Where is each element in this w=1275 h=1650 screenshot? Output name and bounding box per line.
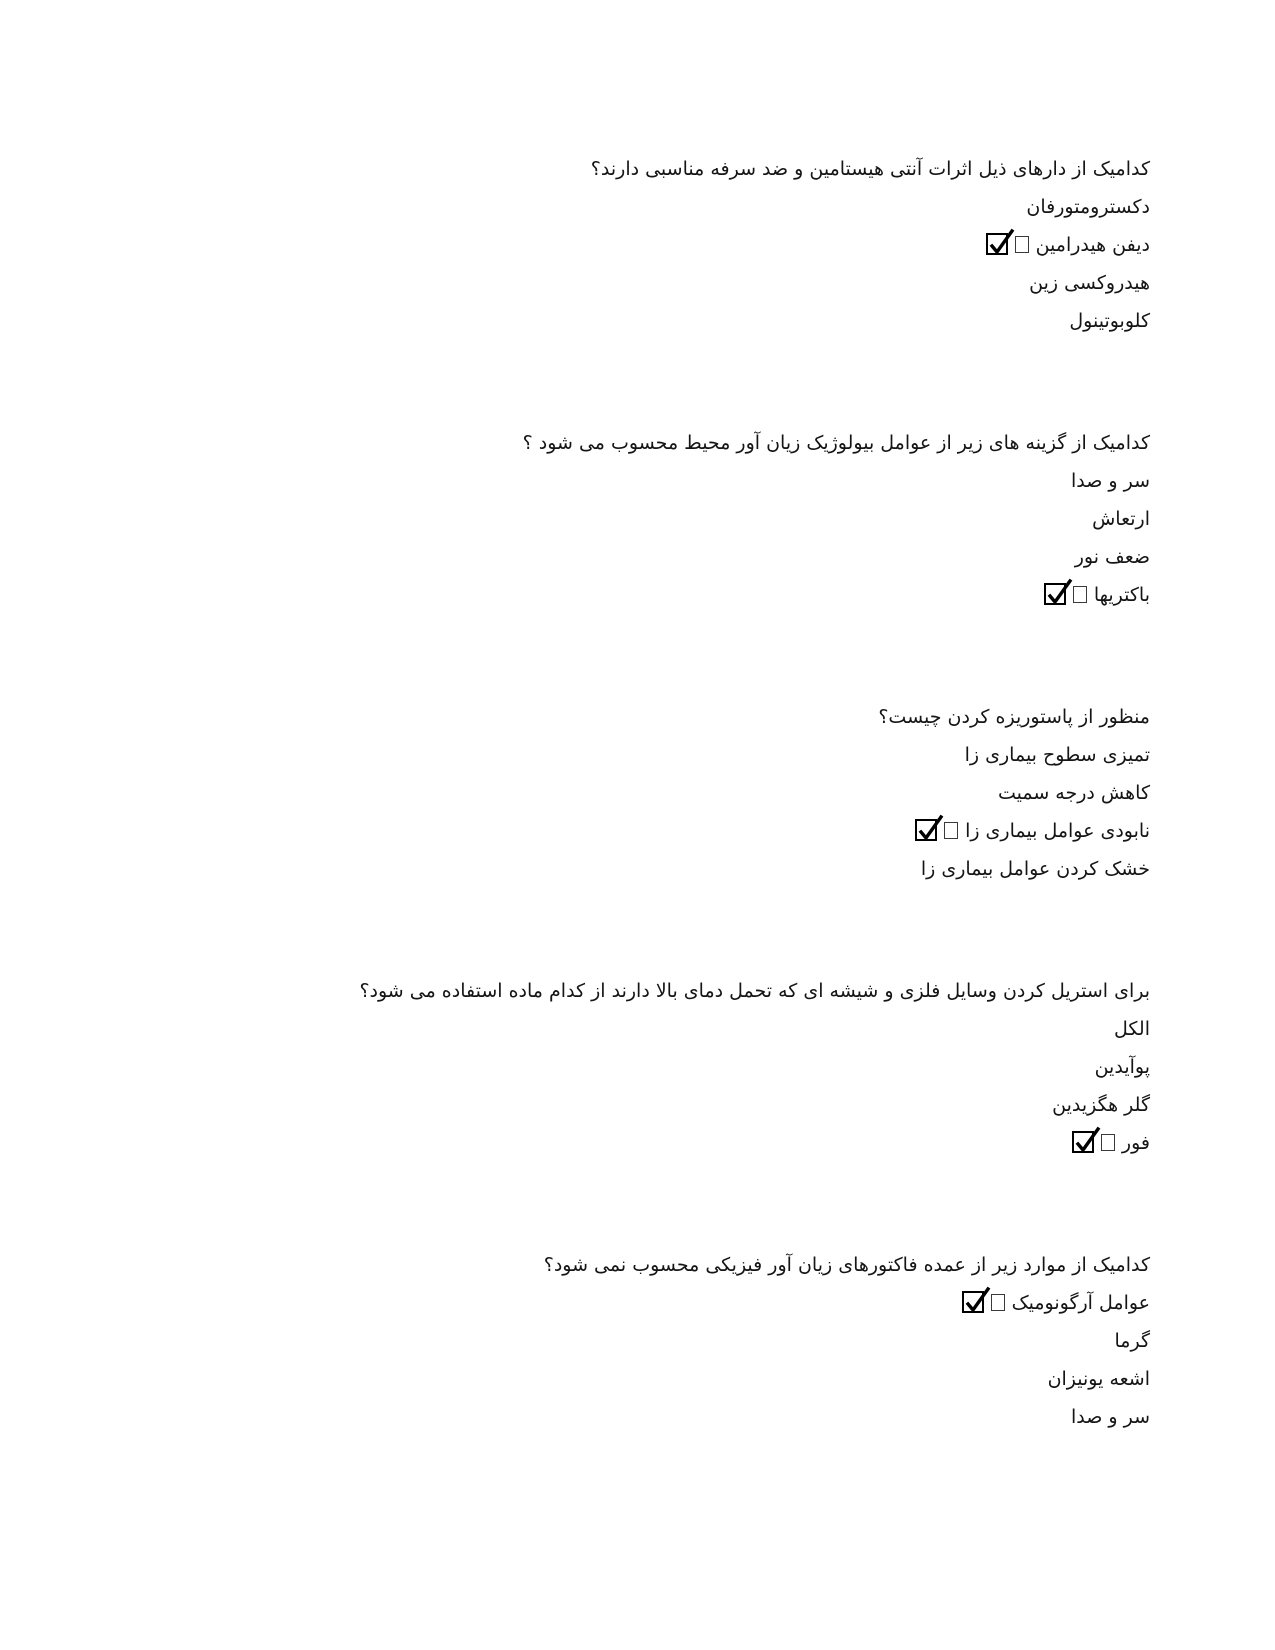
answer-option — [90, 226, 1150, 264]
answer-option — [90, 538, 1150, 576]
checkbox-group — [913, 820, 965, 842]
question-text: کدامیک از گزینه های زیر از عوامل بیولوژیک زیان آور محیط محسوب می شود ؟ — [522, 432, 1150, 454]
question-block — [90, 1246, 1150, 1436]
answer-option-label: خشک کردن عوامل بیماری زا — [920, 858, 1150, 880]
answer-option-label: کاهش درجه سمیت — [997, 782, 1150, 804]
answer-option — [90, 1086, 1150, 1124]
answer-option — [90, 1398, 1150, 1436]
answer-option-label: اشعه یونیزان — [1047, 1368, 1150, 1390]
answer-option — [90, 736, 1150, 774]
answer-option — [90, 264, 1150, 302]
checked-checkbox-icon — [986, 233, 1008, 255]
answer-option — [90, 302, 1150, 340]
answer-option-label: کلوبوتینول — [1069, 310, 1150, 332]
answer-option-label: عوامل آرگونومیک — [1011, 1292, 1150, 1314]
answer-option — [90, 1124, 1150, 1162]
answer-option-label: سر و صدا — [1070, 470, 1150, 492]
answer-option-label: تمیزی سطوح بیماری زا — [964, 744, 1150, 766]
answer-option-label: پوآیدین — [1094, 1056, 1150, 1078]
checkbox-group — [984, 234, 1036, 256]
answer-option-label: نابودی عوامل بیماری زا — [965, 820, 1150, 842]
answer-option-label: دکسترومتورفان — [1026, 196, 1150, 218]
answer-option — [90, 812, 1150, 850]
answer-option-label: فور — [1121, 1132, 1150, 1154]
answer-option — [90, 1322, 1150, 1360]
answer-option-label: گلر هگزیدین — [1052, 1094, 1150, 1116]
question-block — [90, 150, 1150, 340]
answer-option — [90, 1048, 1150, 1086]
question-text: منظور از پاستوریزه کردن چیست؟ — [878, 706, 1150, 728]
answer-option — [90, 500, 1150, 538]
empty-checkbox-icon — [1073, 586, 1087, 603]
answer-option — [90, 462, 1150, 500]
empty-checkbox-icon — [991, 1294, 1005, 1311]
checkbox-group — [1070, 1132, 1122, 1154]
checkbox-group — [960, 1292, 1012, 1314]
answer-option-label: باکتریها — [1093, 584, 1150, 606]
answer-option-label: الکل — [1114, 1018, 1150, 1040]
answer-option-label: دیفن هیدرامین — [1035, 234, 1150, 256]
empty-checkbox-icon — [1015, 236, 1029, 253]
question-text: کدامیک از موارد زیر از عمده فاکتورهای زیان آور فیزیکی محسوب نمی شود؟ — [543, 1254, 1150, 1276]
empty-checkbox-icon — [944, 822, 958, 839]
answer-option — [90, 1360, 1150, 1398]
answer-option — [90, 1010, 1150, 1048]
answer-option-label: گرما — [1114, 1330, 1150, 1352]
answer-option — [90, 188, 1150, 226]
question-text: برای استریل کردن وسایل فلزی و شیشه ای که تحمل دمای بالا دارند از کدام ماده استفاده می شود؟ — [359, 980, 1150, 1002]
question-block — [90, 972, 1150, 1162]
checked-checkbox-icon — [962, 1291, 984, 1313]
answer-option-label: سر و صدا — [1070, 1406, 1150, 1428]
answer-option-label: هیدروکسی زین — [1029, 272, 1150, 294]
empty-checkbox-icon — [1101, 1134, 1115, 1151]
answer-option-label: ارتعاش — [1092, 508, 1150, 530]
answer-option — [90, 774, 1150, 812]
answer-option — [90, 850, 1150, 888]
checked-checkbox-icon — [1072, 1131, 1094, 1153]
answer-option — [90, 576, 1150, 614]
checked-checkbox-icon — [915, 819, 937, 841]
question-text: کدامیک از دارهای ذیل اثرات آنتی هیستامین و ضد سرفه مناسبی دارند؟ — [590, 158, 1150, 180]
checkbox-group — [1042, 584, 1094, 606]
answer-option — [90, 1284, 1150, 1322]
question-block — [90, 424, 1150, 614]
answer-option-label: ضعف نور — [1074, 546, 1150, 568]
question-block — [90, 698, 1150, 888]
checked-checkbox-icon — [1044, 583, 1066, 605]
